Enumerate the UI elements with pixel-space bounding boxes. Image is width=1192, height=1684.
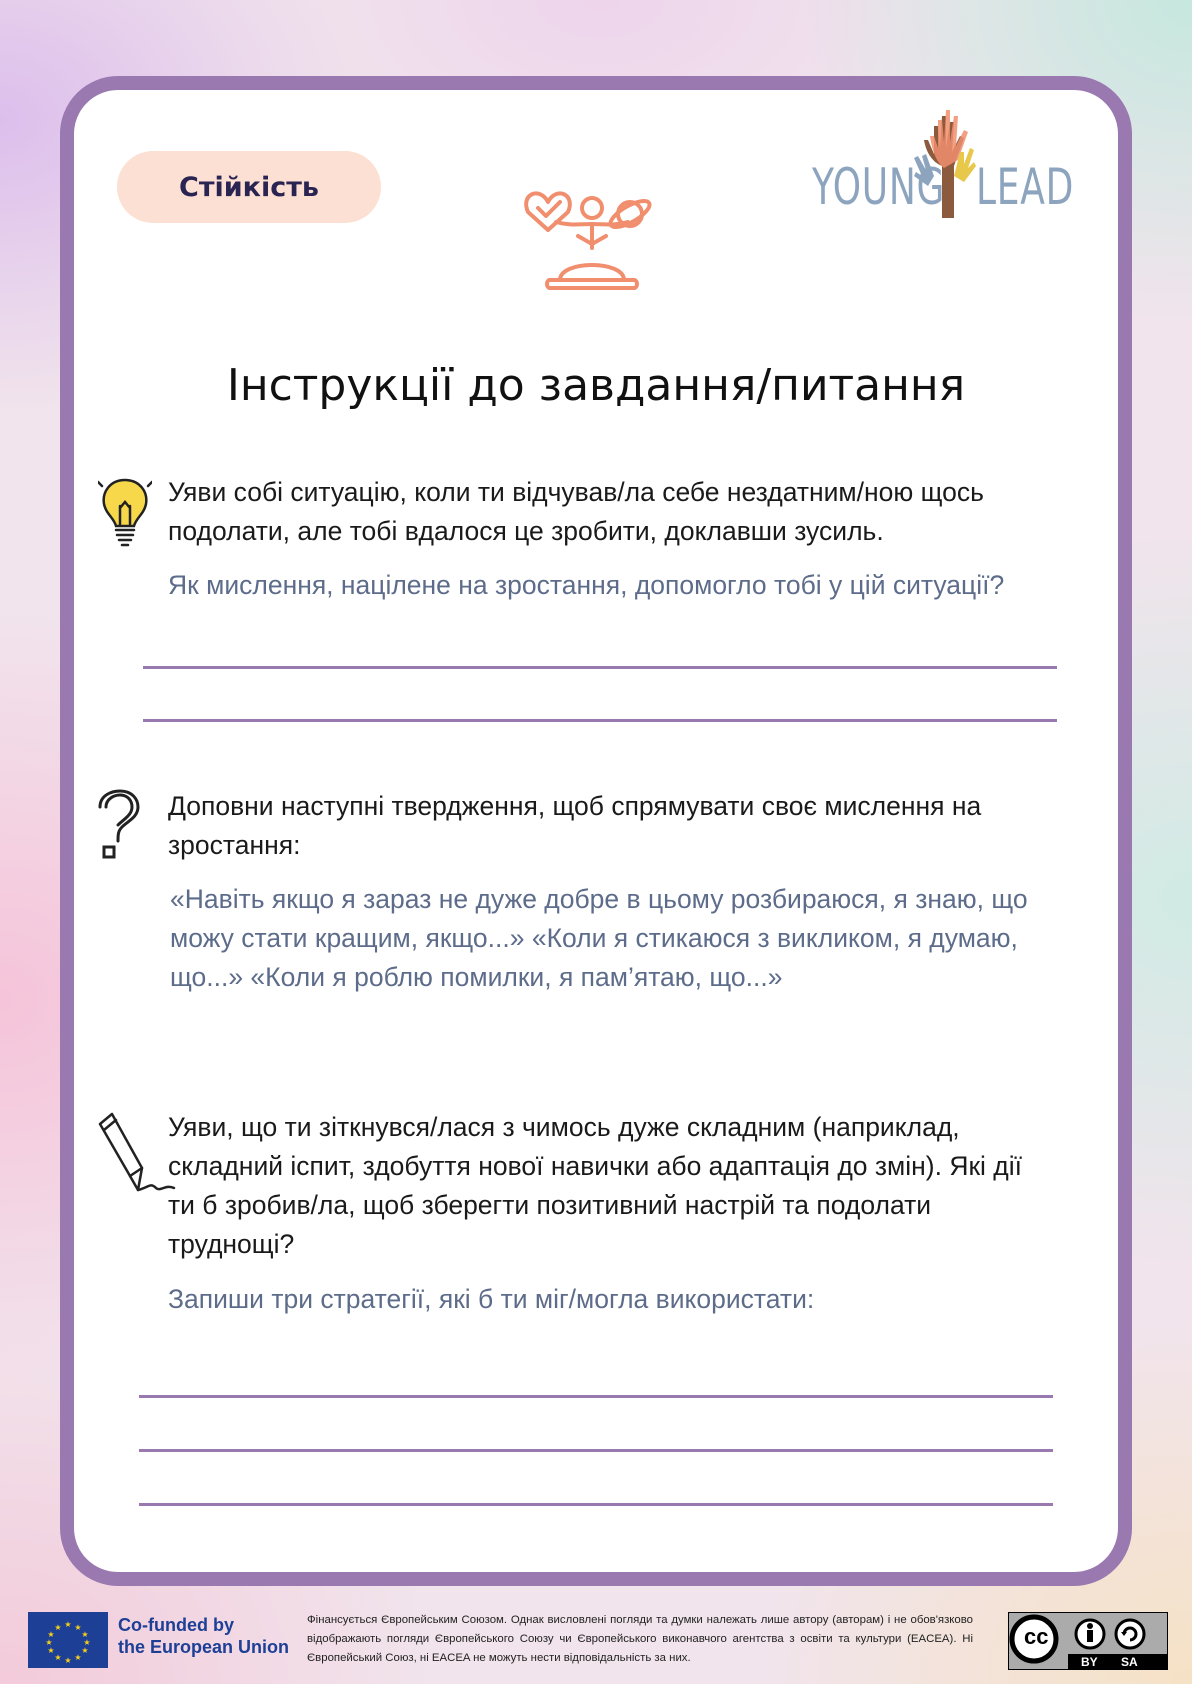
footer	[0, 1600, 1192, 1684]
svg-text:★: ★	[81, 1630, 89, 1639]
svg-text:★: ★	[64, 1620, 72, 1629]
answer-line[interactable]	[143, 719, 1057, 722]
eu-flag-icon	[28, 1612, 108, 1668]
logo-word-young: YOUNG	[812, 158, 946, 216]
question-mark-icon	[94, 789, 142, 865]
svg-text:★: ★	[54, 1653, 62, 1662]
answer-line[interactable]	[139, 1503, 1053, 1506]
topic-tag	[117, 151, 381, 223]
svg-text:★: ★	[47, 1630, 55, 1639]
balance-wellbeing-icon	[520, 184, 666, 294]
section-2-prompt: Доповни наступні твердження, щоб спрямувати своє мислення на зростання:	[168, 791, 982, 860]
eu-cofunded-label	[118, 1614, 289, 1658]
section-3-question: Запиши три стратегії, які б ти міг/могла використати:	[168, 1284, 815, 1314]
logo-word-lead: LEAD	[976, 158, 1075, 216]
answer-line[interactable]	[139, 1395, 1053, 1398]
funding-disclaimer: Фінансується Європейським Союзом. Однак висловлені погляди та думки належать лише автору (авторам) і не обов'язково відображають погляди Європейського Союзу чи Європейського виконавчого агентства з освіти та культури (EACEA). Ні Європейський Союз, ні EACEA не можуть нести відповідальність за них.	[307, 1614, 973, 1664]
svg-text:★: ★	[81, 1646, 89, 1655]
svg-text:★: ★	[64, 1656, 72, 1665]
sa-label: SA	[1121, 1655, 1138, 1669]
young-lead-logo	[812, 106, 1076, 224]
lightbulb-icon	[98, 476, 152, 552]
answer-line[interactable]	[143, 666, 1057, 669]
section-2-statements: «Навіть якщо я зараз не дуже добре в цьому розбираюся, я знаю, що можу стати кращим, якщо...» «Коли я стикаюся з викликом, я думаю, що...» «Коли я роблю помилки, я пам’ятаю, що...»	[170, 884, 1028, 992]
section-1-prompt: Уяви собі ситуацію, коли ти відчував/ла себе нездатним/ною щось подолати, але тобі вдалося це зробити, доклавши зусиль.	[168, 477, 984, 546]
svg-text:★: ★	[83, 1638, 91, 1647]
svg-text:★: ★	[47, 1646, 55, 1655]
svg-text:★: ★	[74, 1623, 82, 1632]
answer-line[interactable]	[139, 1449, 1053, 1452]
section-3-prompt: Уяви, що ти зіткнувся/лася з чимось дуже складним (наприклад, складний іспит, здобуття нової навички або адаптація до змін). Які дії ти б зробив/ла, щоб зберегти позитивний настрій та подолати труднощі?	[168, 1112, 1023, 1259]
by-label: BY	[1081, 1655, 1098, 1669]
cc-label: cc	[1024, 1624, 1049, 1649]
eu-line-2: the European Union	[118, 1637, 289, 1657]
svg-text:★: ★	[74, 1653, 82, 1662]
svg-text:★: ★	[54, 1623, 62, 1632]
section-1-question: Як мислення, націлене на зростання, допомогло тобі у цій ситуації?	[168, 570, 1005, 600]
topic-tag-label: Стійкість	[179, 171, 319, 203]
svg-text:★: ★	[45, 1638, 53, 1647]
cc-by-sa-license-badge	[1008, 1612, 1168, 1670]
eu-line-1: Co-funded by	[118, 1615, 234, 1635]
page-title: Інструкції до завдання/питання	[226, 360, 966, 411]
